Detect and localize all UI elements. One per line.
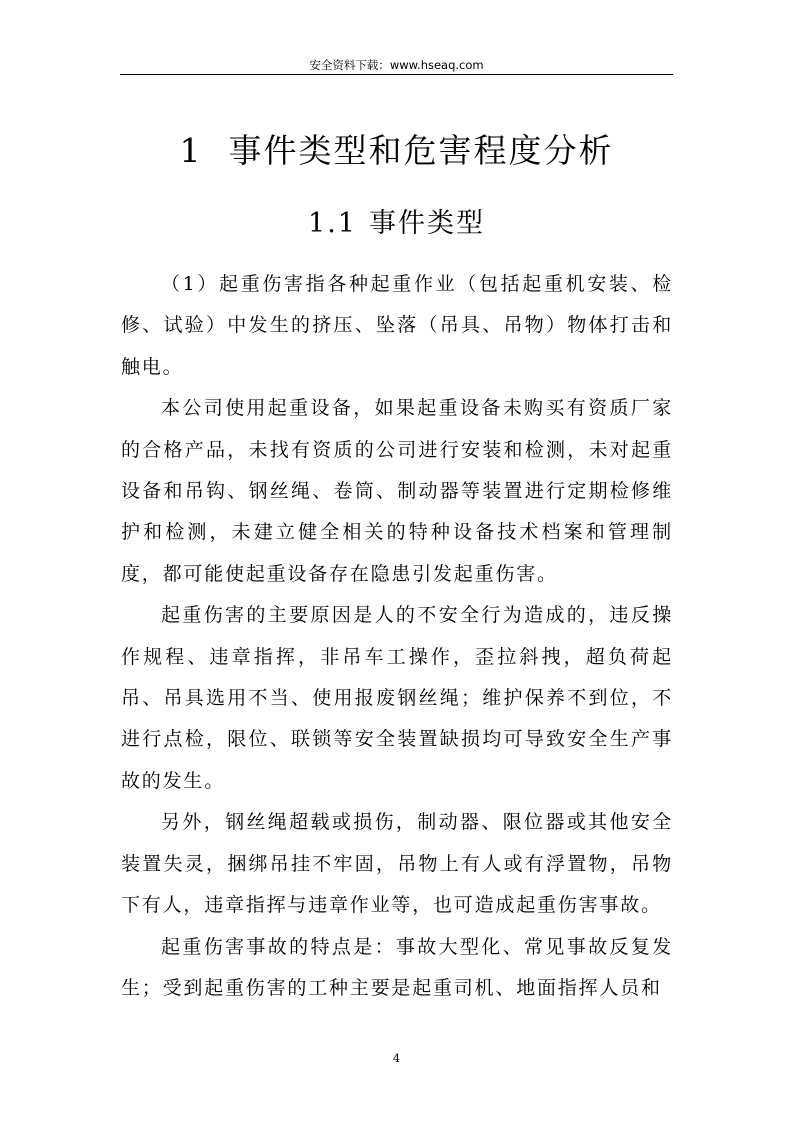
chapter-title: 事件类型和危害程度分析 — [228, 131, 614, 170]
header-divider — [120, 74, 673, 75]
page-number: 4 — [393, 1052, 400, 1065]
paragraph: 本公司使用起重设备，如果起重设备未购买有资质厂家的合格产品，未找有资质的公司进行安装和检测，未对起重设备和吊钩、钢丝绳、卷筒、制动器等装置进行定期检修维护和检测，未建立健全相关的特种设备技术档案和管理制度，都可能使起重设备存在隐患引发起重伤害。 — [121, 397, 673, 585]
paragraph: 起重伤害事故的特点是：事故大型化、常见事故反复发生；受到起重伤害的工种主要是起重司机、地面指挥人员和 — [121, 935, 673, 999]
section-number: 1.1 — [308, 208, 357, 239]
body-text — [121, 264, 673, 1009]
section-title: 事件类型 — [368, 208, 485, 239]
paragraph: 另外，钢丝绳超载或损伤，制动器、限位器或其他安全装置失灵，捆绑吊挂不牢固，吊物上有人或有浮置物，吊物下有人，违章指挥与违章作业等，也可造成起重伤害事故。 — [121, 811, 673, 917]
chapter-number: 1 — [179, 131, 203, 170]
paragraph: 起重伤害的主要原因是人的不安全行为造成的，违反操作规程、违章指挥，非吊车工操作，歪拉斜拽，超负荷起吊、吊具选用不当、使用报废钢丝绳；维护保养不到位，不进行点检，限位、联锁等安全装置缺损均可导致安全生产事故的发生。 — [121, 604, 673, 792]
section-heading — [0, 202, 793, 246]
chapter-heading — [0, 126, 793, 176]
page-header: 安全资料下载：www.hseaq.com — [309, 58, 484, 72]
paragraph: （1）起重伤害指各种起重作业（包括起重机安装、检修、试验）中发生的挤压、坠落（吊具、吊物）物体打击和触电。 — [121, 273, 673, 378]
